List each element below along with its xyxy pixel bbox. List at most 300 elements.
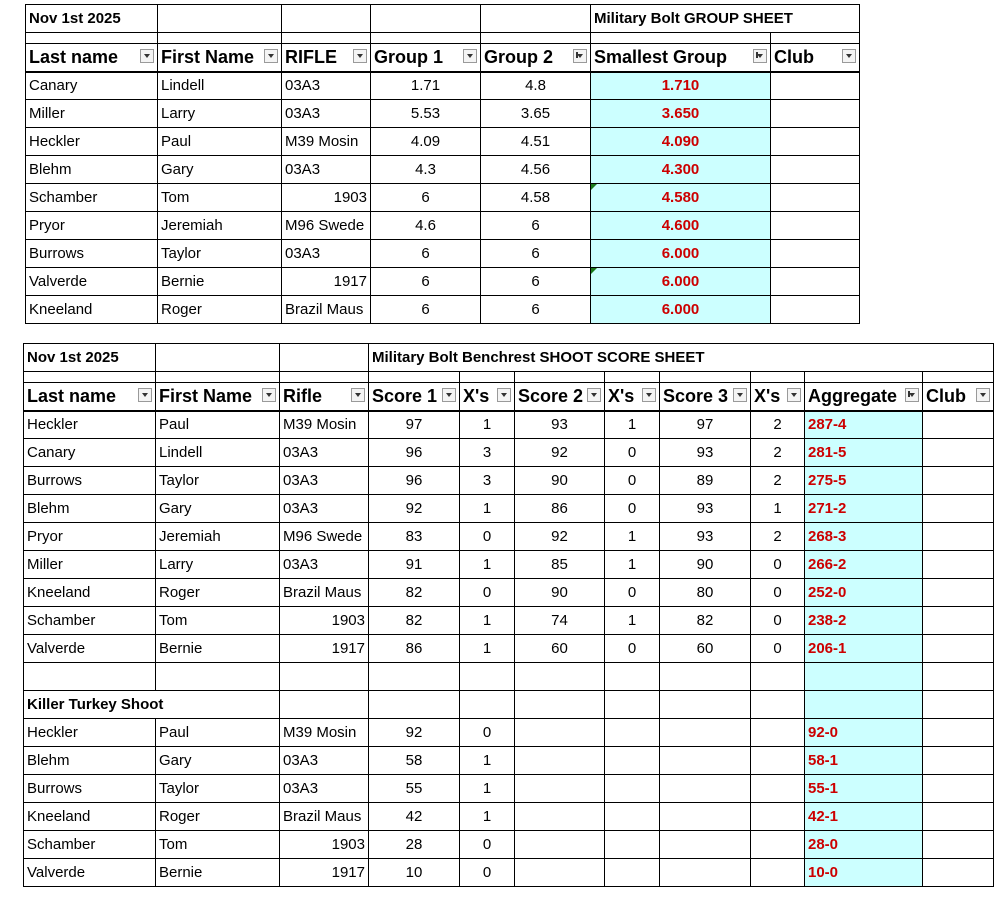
xs-2-cell[interactable]: 0 [605, 467, 660, 495]
empty-cell[interactable] [805, 691, 923, 719]
header-rifle[interactable] [282, 44, 371, 72]
club-cell[interactable] [923, 551, 994, 579]
xs-2-cell[interactable]: 0 [605, 439, 660, 467]
club-cell[interactable] [771, 100, 860, 128]
empty-cell[interactable] [660, 691, 751, 719]
empty-cell[interactable] [24, 372, 156, 383]
header-group-1[interactable] [371, 44, 481, 72]
score-1-cell[interactable]: 83 [369, 523, 460, 551]
aggregate-cell[interactable]: 275-5 [805, 467, 923, 495]
group-sheet-date[interactable]: Nov 1st 2025 [26, 5, 158, 33]
empty-cell[interactable] [751, 859, 805, 887]
aggregate-cell[interactable]: 281-5 [805, 439, 923, 467]
score-2-cell[interactable]: 92 [515, 523, 605, 551]
first-name-cell[interactable]: Roger [156, 579, 280, 607]
empty-cell[interactable] [660, 747, 751, 775]
xs-3-cell[interactable]: 0 [751, 579, 805, 607]
xs-1-cell[interactable]: 1 [460, 411, 515, 439]
club-cell[interactable] [923, 439, 994, 467]
empty-cell[interactable] [605, 747, 660, 775]
empty-cell[interactable] [751, 803, 805, 831]
filter-dropdown-icon[interactable] [140, 49, 154, 63]
score-3-cell[interactable]: 97 [660, 411, 751, 439]
first-name-cell[interactable]: Tom [158, 184, 282, 212]
last-name-cell[interactable]: Heckler [24, 719, 156, 747]
sort-filter-icon[interactable] [905, 388, 919, 402]
score-1-cell[interactable]: 91 [369, 551, 460, 579]
last-name-cell[interactable]: Pryor [26, 212, 158, 240]
filter-dropdown-icon[interactable] [976, 388, 990, 402]
club-cell[interactable] [771, 212, 860, 240]
aggregate-cell[interactable]: 92-0 [805, 719, 923, 747]
score-3-cell[interactable]: 93 [660, 523, 751, 551]
score-1-cell[interactable]: 97 [369, 411, 460, 439]
group-1-cell[interactable]: 4.09 [371, 128, 481, 156]
group-2-cell[interactable]: 4.58 [481, 184, 591, 212]
score-2-cell[interactable]: 90 [515, 579, 605, 607]
club-cell[interactable] [923, 523, 994, 551]
xs-2-cell[interactable]: 1 [605, 411, 660, 439]
rifle-cell[interactable]: 03A3 [282, 72, 371, 100]
club-cell[interactable] [771, 296, 860, 324]
xs-1-cell[interactable]: 3 [460, 439, 515, 467]
empty-cell[interactable] [460, 691, 515, 719]
score-2-cell[interactable]: 74 [515, 607, 605, 635]
empty-cell[interactable] [280, 691, 369, 719]
last-name-cell[interactable]: Kneeland [24, 579, 156, 607]
group-1-cell[interactable]: 4.6 [371, 212, 481, 240]
empty-cell[interactable] [605, 663, 660, 691]
aggregate-cell[interactable]: 42-1 [805, 803, 923, 831]
empty-cell[interactable] [660, 775, 751, 803]
empty-cell[interactable] [660, 372, 751, 383]
score-1-cell[interactable]: 92 [369, 495, 460, 523]
last-name-cell[interactable]: Valverde [26, 268, 158, 296]
first-name-cell[interactable]: Paul [156, 719, 280, 747]
last-name-cell[interactable]: Valverde [24, 635, 156, 663]
filter-dropdown-icon[interactable] [497, 388, 511, 402]
smallest-group-cell[interactable]: 4.580 [591, 184, 771, 212]
aggregate-cell[interactable]: 268-3 [805, 523, 923, 551]
xs-cell[interactable]: 1 [460, 803, 515, 831]
club-cell[interactable] [923, 747, 994, 775]
aggregate-cell[interactable]: 55-1 [805, 775, 923, 803]
header-first-name[interactable] [156, 383, 280, 411]
score-2-cell[interactable]: 85 [515, 551, 605, 579]
score-cell[interactable]: 10 [369, 859, 460, 887]
xs-3-cell[interactable]: 1 [751, 495, 805, 523]
first-name-cell[interactable]: Taylor [156, 775, 280, 803]
smallest-group-cell[interactable]: 6.000 [591, 296, 771, 324]
xs-3-cell[interactable]: 0 [751, 607, 805, 635]
first-name-cell[interactable]: Tom [156, 607, 280, 635]
empty-cell[interactable] [481, 33, 591, 44]
empty-cell[interactable] [156, 344, 280, 372]
first-name-cell[interactable]: Taylor [156, 467, 280, 495]
empty-cell[interactable] [515, 663, 605, 691]
last-name-cell[interactable]: Blehm [24, 495, 156, 523]
club-cell[interactable] [923, 411, 994, 439]
last-name-cell[interactable]: Canary [24, 439, 156, 467]
group-2-cell[interactable]: 4.56 [481, 156, 591, 184]
header-first-name[interactable] [158, 44, 282, 72]
xs-2-cell[interactable]: 1 [605, 551, 660, 579]
score-3-cell[interactable]: 60 [660, 635, 751, 663]
xs-2-cell[interactable]: 0 [605, 635, 660, 663]
last-name-cell[interactable]: Burrows [24, 467, 156, 495]
header-smallest-group[interactable] [591, 44, 771, 72]
rifle-cell[interactable]: 1917 [280, 859, 369, 887]
xs-cell[interactable]: 0 [460, 831, 515, 859]
rifle-cell[interactable]: M39 Mosin [282, 128, 371, 156]
turkey-shoot-title[interactable]: Killer Turkey Shoot [24, 691, 280, 719]
header-group-2[interactable] [481, 44, 591, 72]
rifle-cell[interactable]: Brazil Maus [280, 579, 369, 607]
xs-1-cell[interactable]: 0 [460, 579, 515, 607]
first-name-cell[interactable]: Paul [158, 128, 282, 156]
empty-cell[interactable] [515, 372, 605, 383]
xs-1-cell[interactable]: 1 [460, 635, 515, 663]
empty-cell[interactable] [805, 663, 923, 691]
first-name-cell[interactable]: Bernie [156, 635, 280, 663]
empty-cell[interactable] [751, 719, 805, 747]
empty-cell[interactable] [515, 859, 605, 887]
xs-2-cell[interactable]: 1 [605, 607, 660, 635]
first-name-cell[interactable]: Paul [156, 411, 280, 439]
last-name-cell[interactable]: Miller [26, 100, 158, 128]
xs-1-cell[interactable]: 0 [460, 523, 515, 551]
empty-cell[interactable] [156, 372, 280, 383]
last-name-cell[interactable]: Valverde [24, 859, 156, 887]
rifle-cell[interactable]: M39 Mosin [280, 411, 369, 439]
filter-dropdown-icon[interactable] [463, 49, 477, 63]
rifle-cell[interactable]: 03A3 [280, 439, 369, 467]
xs-cell[interactable]: 1 [460, 775, 515, 803]
rifle-cell[interactable]: 1903 [280, 831, 369, 859]
empty-cell[interactable] [369, 372, 460, 383]
empty-cell[interactable] [751, 691, 805, 719]
active-filter-icon[interactable] [753, 49, 767, 63]
empty-cell[interactable] [605, 775, 660, 803]
empty-cell[interactable] [660, 831, 751, 859]
score-2-cell[interactable]: 93 [515, 411, 605, 439]
club-cell[interactable] [923, 831, 994, 859]
last-name-cell[interactable]: Burrows [26, 240, 158, 268]
group-2-cell[interactable]: 6 [481, 240, 591, 268]
group-2-cell[interactable]: 6 [481, 212, 591, 240]
empty-cell[interactable] [515, 831, 605, 859]
score-1-cell[interactable]: 96 [369, 467, 460, 495]
last-name-cell[interactable]: Blehm [24, 747, 156, 775]
first-name-cell[interactable]: Roger [158, 296, 282, 324]
aggregate-cell[interactable]: 271-2 [805, 495, 923, 523]
first-name-cell[interactable]: Gary [156, 495, 280, 523]
first-name-cell[interactable]: Taylor [158, 240, 282, 268]
empty-cell[interactable] [605, 719, 660, 747]
rifle-cell[interactable]: 1903 [282, 184, 371, 212]
header-club[interactable] [923, 383, 994, 411]
xs-1-cell[interactable]: 3 [460, 467, 515, 495]
club-cell[interactable] [923, 803, 994, 831]
last-name-cell[interactable]: Heckler [26, 128, 158, 156]
xs-2-cell[interactable]: 0 [605, 495, 660, 523]
empty-cell[interactable] [515, 719, 605, 747]
header-score-3[interactable] [660, 383, 751, 411]
header-club[interactable] [771, 44, 860, 72]
last-name-cell[interactable]: Kneeland [24, 803, 156, 831]
last-name-cell[interactable]: Pryor [24, 523, 156, 551]
filter-dropdown-icon[interactable] [264, 49, 278, 63]
last-name-cell[interactable]: Kneeland [26, 296, 158, 324]
empty-cell[interactable] [156, 663, 280, 691]
empty-cell[interactable] [280, 372, 369, 383]
empty-cell[interactable] [369, 663, 460, 691]
xs-cell[interactable]: 1 [460, 747, 515, 775]
rifle-cell[interactable]: M39 Mosin [280, 719, 369, 747]
group-2-cell[interactable]: 4.51 [481, 128, 591, 156]
empty-cell[interactable] [660, 719, 751, 747]
empty-cell[interactable] [923, 691, 994, 719]
filter-dropdown-icon[interactable] [351, 388, 365, 402]
aggregate-cell[interactable]: 252-0 [805, 579, 923, 607]
smallest-group-cell[interactable]: 6.000 [591, 268, 771, 296]
xs-3-cell[interactable]: 0 [751, 635, 805, 663]
last-name-cell[interactable]: Blehm [26, 156, 158, 184]
rifle-cell[interactable]: 03A3 [280, 467, 369, 495]
xs-3-cell[interactable]: 2 [751, 467, 805, 495]
club-cell[interactable] [771, 128, 860, 156]
xs-1-cell[interactable]: 1 [460, 551, 515, 579]
group-2-cell[interactable]: 6 [481, 268, 591, 296]
header-score-1[interactable] [369, 383, 460, 411]
empty-cell[interactable] [24, 663, 156, 691]
last-name-cell[interactable]: Schamber [24, 831, 156, 859]
filter-dropdown-icon[interactable] [353, 49, 367, 63]
last-name-cell[interactable]: Heckler [24, 411, 156, 439]
score-1-cell[interactable]: 82 [369, 607, 460, 635]
score-cell[interactable]: 55 [369, 775, 460, 803]
empty-cell[interactable] [515, 691, 605, 719]
aggregate-cell[interactable]: 58-1 [805, 747, 923, 775]
empty-cell[interactable] [282, 5, 371, 33]
score-3-cell[interactable]: 89 [660, 467, 751, 495]
filter-dropdown-icon[interactable] [733, 388, 747, 402]
score-cell[interactable]: 92 [369, 719, 460, 747]
empty-cell[interactable] [605, 803, 660, 831]
last-name-cell[interactable]: Burrows [24, 775, 156, 803]
empty-cell[interactable] [605, 859, 660, 887]
score-3-cell[interactable]: 93 [660, 439, 751, 467]
club-cell[interactable] [771, 268, 860, 296]
first-name-cell[interactable]: Jeremiah [158, 212, 282, 240]
empty-cell[interactable] [280, 344, 369, 372]
club-cell[interactable] [771, 156, 860, 184]
rifle-cell[interactable]: M96 Swede [280, 523, 369, 551]
group-2-cell[interactable]: 6 [481, 296, 591, 324]
empty-cell[interactable] [771, 33, 860, 44]
xs-3-cell[interactable]: 2 [751, 439, 805, 467]
smallest-group-cell[interactable]: 6.000 [591, 240, 771, 268]
score-1-cell[interactable]: 86 [369, 635, 460, 663]
club-cell[interactable] [923, 719, 994, 747]
rifle-cell[interactable]: 03A3 [280, 495, 369, 523]
empty-cell[interactable] [481, 5, 591, 33]
score-2-cell[interactable]: 92 [515, 439, 605, 467]
group-2-cell[interactable]: 3.65 [481, 100, 591, 128]
header-xs-3[interactable] [751, 383, 805, 411]
header-xs-1[interactable] [460, 383, 515, 411]
rifle-cell[interactable]: Brazil Maus [280, 803, 369, 831]
group-1-cell[interactable]: 6 [371, 184, 481, 212]
last-name-cell[interactable]: Schamber [26, 184, 158, 212]
empty-cell[interactable] [158, 33, 282, 44]
empty-cell[interactable] [591, 33, 771, 44]
empty-cell[interactable] [751, 372, 805, 383]
score-cell[interactable]: 28 [369, 831, 460, 859]
filter-dropdown-icon[interactable] [842, 49, 856, 63]
club-cell[interactable] [923, 607, 994, 635]
score-1-cell[interactable]: 96 [369, 439, 460, 467]
club-cell[interactable] [923, 635, 994, 663]
xs-cell[interactable]: 0 [460, 719, 515, 747]
empty-cell[interactable] [923, 372, 994, 383]
empty-cell[interactable] [751, 831, 805, 859]
rifle-cell[interactable]: 03A3 [280, 775, 369, 803]
xs-3-cell[interactable]: 0 [751, 551, 805, 579]
first-name-cell[interactable]: Jeremiah [156, 523, 280, 551]
empty-cell[interactable] [369, 691, 460, 719]
score-1-cell[interactable]: 82 [369, 579, 460, 607]
aggregate-cell[interactable]: 287-4 [805, 411, 923, 439]
filter-dropdown-icon[interactable] [262, 388, 276, 402]
xs-3-cell[interactable]: 2 [751, 411, 805, 439]
header-last-name[interactable] [24, 383, 156, 411]
filter-dropdown-icon[interactable] [442, 388, 456, 402]
xs-1-cell[interactable]: 1 [460, 607, 515, 635]
header-last-name[interactable] [26, 44, 158, 72]
rifle-cell[interactable]: 1917 [280, 635, 369, 663]
score-3-cell[interactable]: 82 [660, 607, 751, 635]
header-score-2[interactable] [515, 383, 605, 411]
score-2-cell[interactable]: 90 [515, 467, 605, 495]
first-name-cell[interactable]: Lindell [156, 439, 280, 467]
score-3-cell[interactable]: 90 [660, 551, 751, 579]
last-name-cell[interactable]: Canary [26, 72, 158, 100]
last-name-cell[interactable]: Schamber [24, 607, 156, 635]
smallest-group-cell[interactable]: 1.710 [591, 72, 771, 100]
group-1-cell[interactable]: 5.53 [371, 100, 481, 128]
rifle-cell[interactable]: 03A3 [280, 747, 369, 775]
empty-cell[interactable] [923, 663, 994, 691]
empty-cell[interactable] [515, 747, 605, 775]
group-1-cell[interactable]: 4.3 [371, 156, 481, 184]
score-sheet-title[interactable]: Military Bolt Benchrest SHOOT SCORE SHEET [369, 344, 994, 372]
filter-dropdown-icon[interactable] [642, 388, 656, 402]
first-name-cell[interactable]: Bernie [156, 859, 280, 887]
club-cell[interactable] [923, 467, 994, 495]
aggregate-cell[interactable]: 28-0 [805, 831, 923, 859]
score-3-cell[interactable]: 80 [660, 579, 751, 607]
rifle-cell[interactable]: 03A3 [282, 100, 371, 128]
empty-cell[interactable] [282, 33, 371, 44]
empty-cell[interactable] [158, 5, 282, 33]
smallest-group-cell[interactable]: 4.090 [591, 128, 771, 156]
xs-2-cell[interactable]: 1 [605, 523, 660, 551]
first-name-cell[interactable]: Larry [156, 551, 280, 579]
aggregate-cell[interactable]: 206-1 [805, 635, 923, 663]
empty-cell[interactable] [460, 372, 515, 383]
group-1-cell[interactable]: 6 [371, 240, 481, 268]
filter-dropdown-icon[interactable] [138, 388, 152, 402]
club-cell[interactable] [923, 859, 994, 887]
empty-cell[interactable] [751, 663, 805, 691]
score-cell[interactable]: 42 [369, 803, 460, 831]
score-3-cell[interactable]: 93 [660, 495, 751, 523]
first-name-cell[interactable]: Larry [158, 100, 282, 128]
header-aggregate[interactable] [805, 383, 923, 411]
group-1-cell[interactable]: 6 [371, 268, 481, 296]
rifle-cell[interactable]: 03A3 [280, 551, 369, 579]
first-name-cell[interactable]: Bernie [158, 268, 282, 296]
first-name-cell[interactable]: Gary [158, 156, 282, 184]
group-sheet-title[interactable]: Military Bolt GROUP SHEET [591, 5, 860, 33]
empty-cell[interactable] [371, 5, 481, 33]
score-sheet-date[interactable]: Nov 1st 2025 [24, 344, 156, 372]
empty-cell[interactable] [515, 775, 605, 803]
empty-cell[interactable] [280, 663, 369, 691]
sort-filter-icon[interactable] [573, 49, 587, 63]
group-1-cell[interactable]: 6 [371, 296, 481, 324]
empty-cell[interactable] [751, 747, 805, 775]
empty-cell[interactable] [26, 33, 158, 44]
group-1-cell[interactable]: 1.71 [371, 72, 481, 100]
empty-cell[interactable] [460, 663, 515, 691]
empty-cell[interactable] [605, 831, 660, 859]
score-2-cell[interactable]: 86 [515, 495, 605, 523]
club-cell[interactable] [771, 240, 860, 268]
filter-dropdown-icon[interactable] [787, 388, 801, 402]
score-cell[interactable]: 58 [369, 747, 460, 775]
club-cell[interactable] [923, 579, 994, 607]
smallest-group-cell[interactable]: 4.300 [591, 156, 771, 184]
header-rifle[interactable] [280, 383, 369, 411]
score-2-cell[interactable]: 60 [515, 635, 605, 663]
empty-cell[interactable] [805, 372, 923, 383]
rifle-cell[interactable]: 1917 [282, 268, 371, 296]
group-2-cell[interactable]: 4.8 [481, 72, 591, 100]
empty-cell[interactable] [605, 691, 660, 719]
first-name-cell[interactable]: Gary [156, 747, 280, 775]
empty-cell[interactable] [660, 663, 751, 691]
xs-2-cell[interactable]: 0 [605, 579, 660, 607]
rifle-cell[interactable]: M96 Swede [282, 212, 371, 240]
aggregate-cell[interactable]: 238-2 [805, 607, 923, 635]
first-name-cell[interactable]: Tom [156, 831, 280, 859]
rifle-cell[interactable]: 03A3 [282, 156, 371, 184]
filter-dropdown-icon[interactable] [587, 388, 601, 402]
empty-cell[interactable] [515, 803, 605, 831]
rifle-cell[interactable]: 03A3 [282, 240, 371, 268]
aggregate-cell[interactable]: 10-0 [805, 859, 923, 887]
empty-cell[interactable] [371, 33, 481, 44]
smallest-group-cell[interactable]: 3.650 [591, 100, 771, 128]
empty-cell[interactable] [751, 775, 805, 803]
xs-3-cell[interactable]: 2 [751, 523, 805, 551]
empty-cell[interactable] [660, 803, 751, 831]
empty-cell[interactable] [605, 372, 660, 383]
smallest-group-cell[interactable]: 4.600 [591, 212, 771, 240]
club-cell[interactable] [923, 775, 994, 803]
